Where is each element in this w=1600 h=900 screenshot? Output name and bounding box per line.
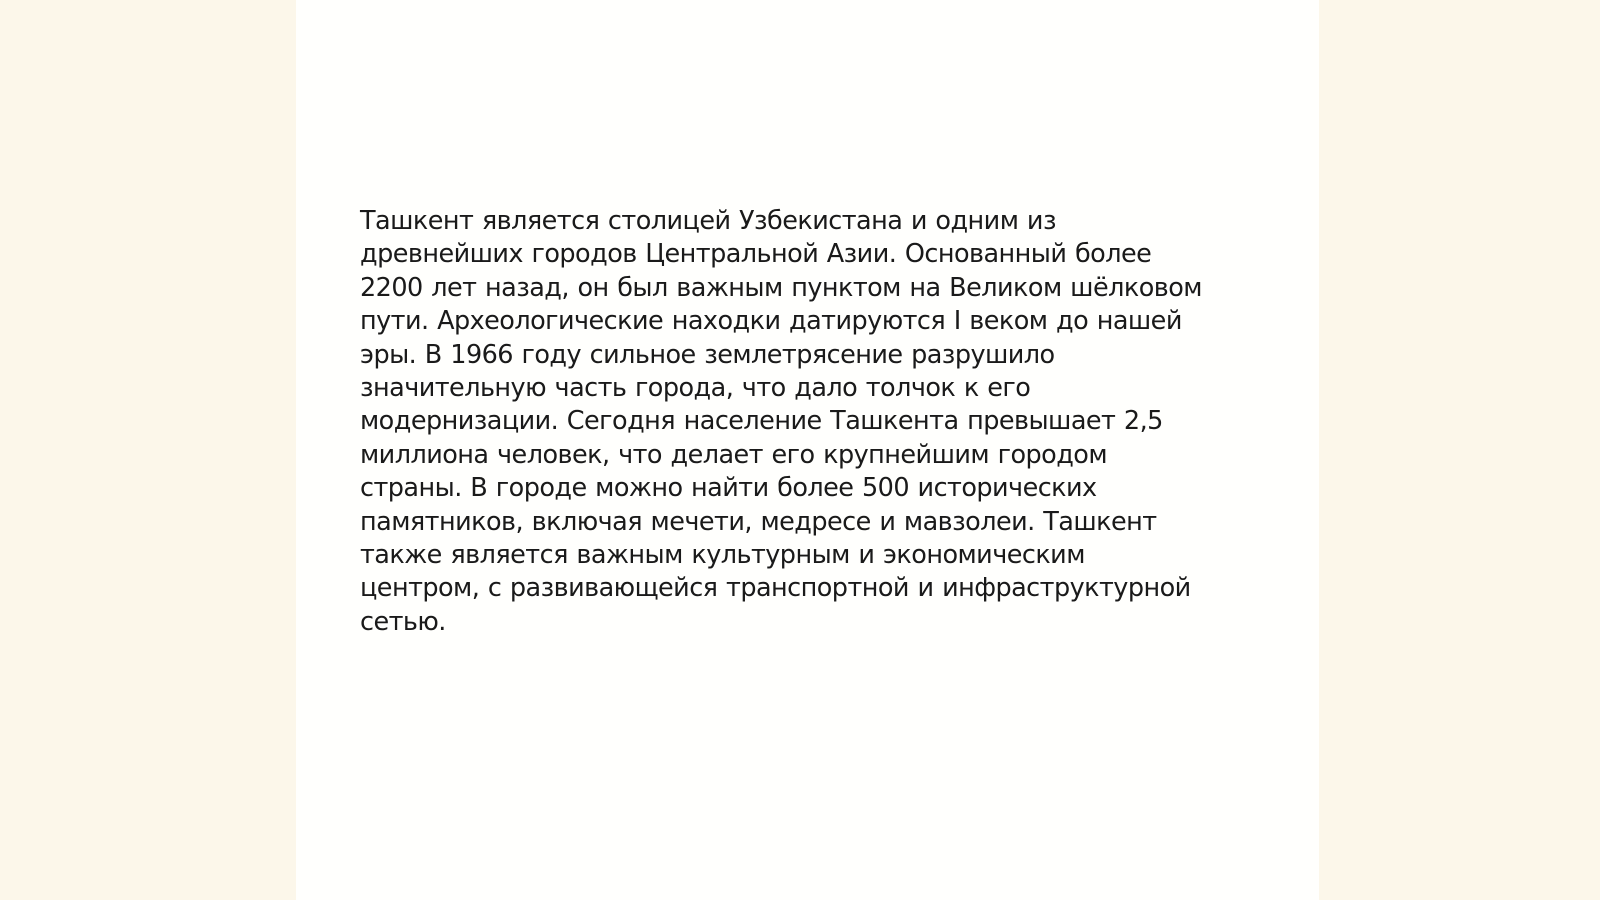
left-margin-background bbox=[0, 0, 296, 900]
paragraph-line: центром, с развивающейся транспортной и инфраструктурной bbox=[360, 573, 1191, 604]
right-margin-background bbox=[1319, 0, 1600, 900]
paragraph-line: 2200 лет назад, он был важным пунктом на Великом шёлковом bbox=[360, 272, 1202, 303]
paragraph-line: эры. В 1966 году сильное землетрясение разрушило bbox=[360, 339, 1055, 370]
paragraph-line: памятников, включая мечети, медресе и мавзолеи. Ташкент bbox=[360, 506, 1157, 537]
paragraph-line: древнейших городов Центральной Азии. Основанный более bbox=[360, 239, 1152, 270]
paragraph-line: модернизации. Сегодня население Ташкента превышает 2,5 bbox=[360, 406, 1163, 437]
paragraph-line: значительную часть города, что дало толчок к его bbox=[360, 373, 1031, 404]
paragraph-line: страны. В городе можно найти более 500 исторических bbox=[360, 473, 1097, 504]
paragraph-line: Ташкент является столицей Узбекистана и одним из bbox=[360, 206, 1056, 236]
paragraph-line: сетью. bbox=[360, 606, 446, 637]
body-paragraph bbox=[360, 205, 1240, 639]
paragraph-line: пути. Археологические находки датируются I веком до нашей bbox=[360, 306, 1182, 337]
paragraph-line: миллиона человек, что делает его крупнейшим городом bbox=[360, 439, 1108, 470]
paragraph-line: также является важным культурным и экономическим bbox=[360, 540, 1085, 571]
